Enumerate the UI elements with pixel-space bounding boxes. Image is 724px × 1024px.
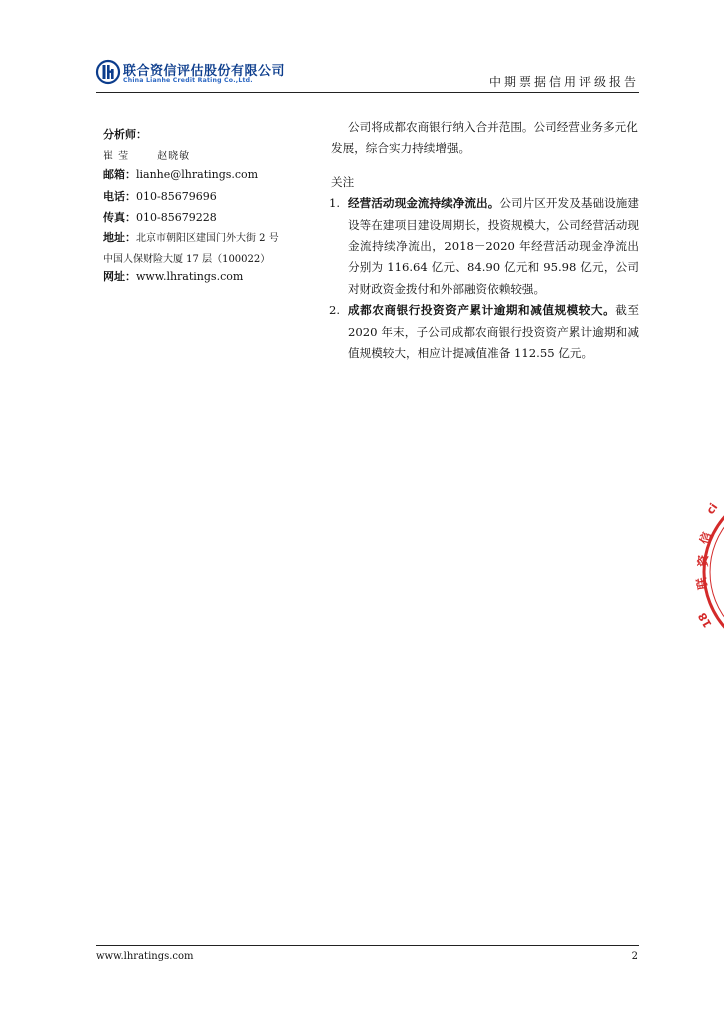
address-label: 地址： bbox=[103, 231, 136, 244]
company-name-cn: 联合资信评估股份有限公司 bbox=[123, 64, 286, 79]
report-title: 中期票据信用评级报告 bbox=[488, 75, 639, 89]
phone-row bbox=[103, 188, 217, 204]
svg-text:联: 联 bbox=[694, 576, 710, 591]
concerns-list bbox=[331, 193, 639, 364]
list-item bbox=[331, 193, 639, 300]
analysts-label: 分析师： bbox=[103, 128, 147, 141]
website-label: 网址： bbox=[103, 270, 136, 283]
company-name-en: China Lianhe Credit Rating Co.,Ltd. bbox=[123, 77, 253, 84]
body-column bbox=[331, 117, 639, 364]
section-title: 关注 bbox=[331, 174, 355, 189]
phone-value: 010-85679696 bbox=[136, 190, 217, 203]
footer-divider bbox=[96, 945, 639, 946]
intro-paragraph: 公司将成都农商银行纳入合并范围。公司经营业务多元化发展，综合实力持续增强。 bbox=[331, 120, 638, 156]
email-value[interactable]: lianhe@lhratings.com bbox=[136, 168, 259, 181]
company-seal-stamp bbox=[694, 485, 724, 660]
list-item-text: 公司片区开发及基础设施建设等在建项目建设周期长，投资规模大，公司经营活动现金流持续净流出，2018－2020 年经营活动现金净流出分别为 116.64 亿元、84.90 亿元和 95.98 亿元，公司对财政资金拨付和外部融资依赖较强。 bbox=[348, 196, 639, 296]
list-item-number: 2. bbox=[329, 303, 341, 318]
analysts-names bbox=[103, 147, 190, 162]
list-item-heading: 成都农商银行投资资产累计逾期和减值规模较大。 bbox=[348, 303, 616, 318]
svg-text:18: 18 bbox=[695, 610, 715, 630]
website-row bbox=[103, 268, 243, 284]
address-row bbox=[103, 229, 279, 245]
fax-label: 传真： bbox=[103, 211, 136, 224]
svg-text:ci: ci bbox=[703, 500, 721, 517]
list-item-heading: 经营活动现金流持续净流出。 bbox=[348, 196, 500, 211]
header-divider bbox=[96, 92, 639, 93]
address-line1: 北京市朝阳区建国门外大街 2 号 bbox=[136, 233, 279, 244]
fax-value: 010-85679228 bbox=[136, 211, 217, 224]
phone-label: 电话： bbox=[103, 190, 136, 203]
analyst-name: 赵晓敏 bbox=[157, 151, 191, 162]
email-label: 邮箱： bbox=[103, 168, 136, 181]
list-item-text: 截至 2020 年末，子公司成都农商银行投资资产累计逾期和减值规模较大，相应计提减值准备 112.55 亿元。 bbox=[348, 303, 639, 361]
lianhe-logo-icon bbox=[96, 60, 120, 84]
email-row bbox=[103, 166, 258, 182]
company-logo bbox=[96, 60, 286, 90]
list-item bbox=[331, 300, 639, 364]
website-link[interactable]: www.lhratings.com bbox=[136, 270, 244, 283]
svg-text:信: 信 bbox=[697, 530, 715, 546]
svg-text:资: 资 bbox=[696, 554, 711, 568]
analyst-name: 崔 莹 bbox=[103, 151, 130, 162]
list-item-number: 1. bbox=[329, 196, 341, 211]
footer-website[interactable]: www.lhratings.com bbox=[96, 951, 194, 962]
page-number: 2 bbox=[631, 951, 638, 962]
fax-row bbox=[103, 209, 217, 225]
address-line2: 中国人保财险大厦 17 层（100022） bbox=[103, 254, 271, 265]
